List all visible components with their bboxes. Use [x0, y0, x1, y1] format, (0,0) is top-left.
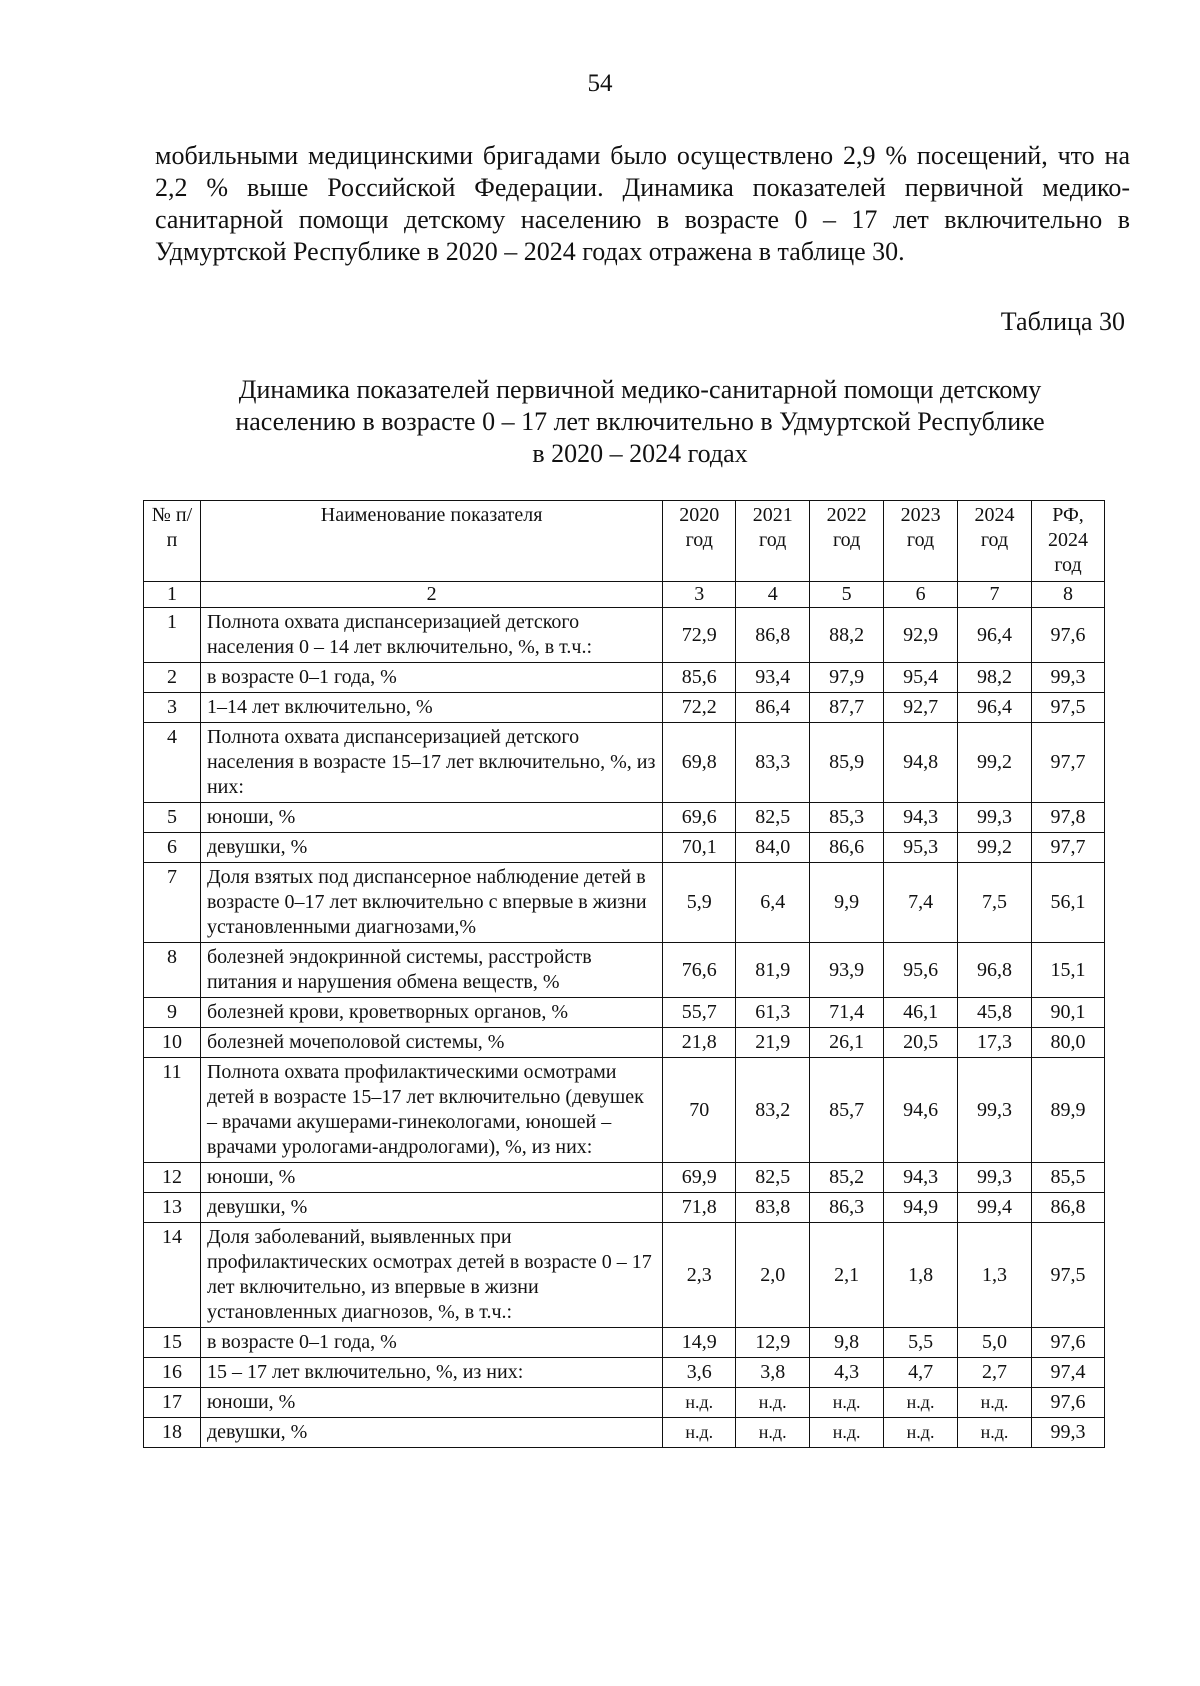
row-number: 15: [144, 1328, 201, 1358]
indicator-name: юноши, %: [200, 1163, 662, 1193]
indicator-value: 69,8: [663, 723, 736, 803]
indicator-value: 69,6: [663, 803, 736, 833]
indicator-value: н.д.: [736, 1418, 810, 1448]
header-2023: 2023 год: [884, 501, 958, 582]
row-number: 6: [144, 833, 201, 863]
indicator-value: 4,7: [884, 1358, 958, 1388]
indicator-value: 3,6: [663, 1358, 736, 1388]
indicator-value: 85,6: [663, 663, 736, 693]
indicator-value: 95,6: [884, 943, 958, 998]
column-number: 3: [663, 582, 736, 608]
column-number-row: [144, 582, 1105, 608]
table-row: [144, 608, 1105, 663]
indicator-value: 12,9: [736, 1328, 810, 1358]
indicator-name: Полнота охвата диспансеризацией детского населения 0 – 14 лет включительно, %, в т.ч.:: [200, 608, 662, 663]
indicator-value: 97,5: [1031, 1223, 1104, 1328]
indicator-value: 55,7: [663, 998, 736, 1028]
indicator-value: 2,3: [663, 1223, 736, 1328]
column-number: 6: [884, 582, 958, 608]
column-number: 7: [958, 582, 1032, 608]
row-number: 8: [144, 943, 201, 998]
row-number: 17: [144, 1388, 201, 1418]
indicator-value: 71,8: [663, 1193, 736, 1223]
indicator-value: 86,8: [1031, 1193, 1104, 1223]
indicator-value: 97,6: [1031, 608, 1104, 663]
indicator-value: 88,2: [810, 608, 884, 663]
indicator-name: юноши, %: [200, 1388, 662, 1418]
indicator-value: 82,5: [736, 803, 810, 833]
indicator-value: н.д.: [810, 1418, 884, 1448]
indicator-name: 15 – 17 лет включительно, %, из них:: [200, 1358, 662, 1388]
indicator-value: 97,5: [1031, 693, 1104, 723]
indicator-value: 92,9: [884, 608, 958, 663]
indicator-value: 20,5: [884, 1028, 958, 1058]
indicator-value: 94,3: [884, 1163, 958, 1193]
indicator-value: 80,0: [1031, 1028, 1104, 1058]
table-row: [144, 833, 1105, 863]
indicator-value: 99,3: [958, 803, 1032, 833]
indicator-value: 26,1: [810, 1028, 884, 1058]
table-row: [144, 1328, 1105, 1358]
indicator-value: 85,9: [810, 723, 884, 803]
indicator-value: 86,3: [810, 1193, 884, 1223]
indicator-value: 98,2: [958, 663, 1032, 693]
indicator-name: девушки, %: [200, 833, 662, 863]
indicator-value: 6,4: [736, 863, 810, 943]
indicator-value: н.д.: [884, 1418, 958, 1448]
indicator-value: 94,9: [884, 1193, 958, 1223]
indicator-value: 70,1: [663, 833, 736, 863]
table-title-line: в 2020 – 2024 годах: [532, 439, 748, 468]
header-2021: 2021 год: [736, 501, 810, 582]
indicator-value: 45,8: [958, 998, 1032, 1028]
indicator-value: 83,8: [736, 1193, 810, 1223]
indicator-value: 86,8: [736, 608, 810, 663]
indicator-value: 99,3: [958, 1163, 1032, 1193]
indicator-value: 86,4: [736, 693, 810, 723]
indicator-value: 97,7: [1031, 723, 1104, 803]
indicator-value: 69,9: [663, 1163, 736, 1193]
indicator-value: 83,3: [736, 723, 810, 803]
indicator-value: 86,6: [810, 833, 884, 863]
indicator-value: 93,9: [810, 943, 884, 998]
row-number: 5: [144, 803, 201, 833]
column-number: 4: [736, 582, 810, 608]
indicator-name: Полнота охвата профилактическими осмотрами детей в возрасте 15–17 лет включительно (девушек – врачами акушерами-гинекологами, юношей – врачами урологами-андрологами), %, из них:: [200, 1058, 662, 1163]
indicator-value: 99,2: [958, 723, 1032, 803]
table-row: [144, 1388, 1105, 1418]
indicator-value: 84,0: [736, 833, 810, 863]
indicator-value: 95,4: [884, 663, 958, 693]
indicator-name: 1–14 лет включительно, %: [200, 693, 662, 723]
indicator-value: н.д.: [810, 1388, 884, 1418]
indicator-value: 83,2: [736, 1058, 810, 1163]
indicator-value: 2,7: [958, 1358, 1032, 1388]
indicator-name: в возрасте 0–1 года, %: [200, 1328, 662, 1358]
indicator-value: н.д.: [663, 1418, 736, 1448]
table-row: [144, 1223, 1105, 1328]
indicator-value: 70: [663, 1058, 736, 1163]
indicator-name: Доля заболеваний, выявленных при профилактических осмотрах детей в возрасте 0 – 17 лет включительно, из впервые в жизни установленных диагнозов, %, в т.ч.:: [200, 1223, 662, 1328]
row-number: 12: [144, 1163, 201, 1193]
indicator-value: 56,1: [1031, 863, 1104, 943]
indicator-value: 15,1: [1031, 943, 1104, 998]
indicator-value: н.д.: [736, 1388, 810, 1418]
table-row: [144, 1193, 1105, 1223]
indicator-value: 96,4: [958, 693, 1032, 723]
header-rf-2024: РФ, 2024 год: [1031, 501, 1104, 582]
indicator-value: 99,3: [1031, 1418, 1104, 1448]
indicator-value: 99,3: [958, 1058, 1032, 1163]
indicator-name: Полнота охвата диспансеризацией детского населения в возрасте 15–17 лет включительно, %, из них:: [200, 723, 662, 803]
indicator-value: 81,9: [736, 943, 810, 998]
indicator-value: 7,4: [884, 863, 958, 943]
column-number: 2: [200, 582, 662, 608]
indicator-value: 17,3: [958, 1028, 1032, 1058]
indicator-value: 21,8: [663, 1028, 736, 1058]
indicator-name: болезней мочеполовой системы, %: [200, 1028, 662, 1058]
row-number: 1: [144, 608, 201, 663]
indicator-value: 97,4: [1031, 1358, 1104, 1388]
table-row: [144, 943, 1105, 998]
table-body: [144, 608, 1105, 1448]
table-label: Таблица 30: [1000, 307, 1125, 336]
header-2020: 2020 год: [663, 501, 736, 582]
indicator-value: 5,0: [958, 1328, 1032, 1358]
table-row: [144, 1058, 1105, 1163]
indicator-name: болезней эндокринной системы, расстройств питания и нарушения обмена веществ, %: [200, 943, 662, 998]
indicator-value: 9,9: [810, 863, 884, 943]
table-row: [144, 998, 1105, 1028]
table-row: [144, 1418, 1105, 1448]
indicator-value: 94,8: [884, 723, 958, 803]
header-2024: 2024 год: [958, 501, 1032, 582]
row-number: 4: [144, 723, 201, 803]
column-number: 1: [144, 582, 201, 608]
table-row: [144, 1028, 1105, 1058]
page-number: 54: [587, 70, 613, 97]
header-num: № п/п: [144, 501, 201, 582]
indicator-value: 2,1: [810, 1223, 884, 1328]
indicator-value: 7,5: [958, 863, 1032, 943]
table-row: [144, 803, 1105, 833]
indicator-value: 82,5: [736, 1163, 810, 1193]
indicator-value: н.д.: [958, 1418, 1032, 1448]
indicator-name: Доля взятых под диспансерное наблюдение детей в возрасте 0–17 лет включительно с впервые в жизни установленными диагнозами,%: [200, 863, 662, 943]
indicator-value: 94,3: [884, 803, 958, 833]
row-number: 16: [144, 1358, 201, 1388]
table-title-line: населению в возрасте 0 – 17 лет включительно в Удмуртской Республике: [235, 407, 1045, 436]
row-number: 13: [144, 1193, 201, 1223]
indicator-name: в возрасте 0–1 года, %: [200, 663, 662, 693]
indicator-value: 46,1: [884, 998, 958, 1028]
indicator-value: 85,7: [810, 1058, 884, 1163]
indicator-value: 5,9: [663, 863, 736, 943]
indicator-value: 94,6: [884, 1058, 958, 1163]
table-row: [144, 723, 1105, 803]
indicator-name: девушки, %: [200, 1193, 662, 1223]
indicator-value: 72,9: [663, 608, 736, 663]
indicator-value: 72,2: [663, 693, 736, 723]
row-number: 14: [144, 1223, 201, 1328]
indicator-value: 9,8: [810, 1328, 884, 1358]
indicator-value: 92,7: [884, 693, 958, 723]
indicator-value: 85,3: [810, 803, 884, 833]
column-number: 5: [810, 582, 884, 608]
table-row: [144, 863, 1105, 943]
intro-paragraph: [155, 140, 1130, 268]
indicator-value: 87,7: [810, 693, 884, 723]
indicator-value: 96,8: [958, 943, 1032, 998]
indicator-value: 95,3: [884, 833, 958, 863]
indicator-value: 85,2: [810, 1163, 884, 1193]
table-row: [144, 1358, 1105, 1388]
column-number: 8: [1031, 582, 1104, 608]
indicator-value: 97,9: [810, 663, 884, 693]
indicator-value: 90,1: [1031, 998, 1104, 1028]
row-number: 18: [144, 1418, 201, 1448]
indicator-value: н.д.: [958, 1388, 1032, 1418]
indicator-value: 3,8: [736, 1358, 810, 1388]
indicator-value: 93,4: [736, 663, 810, 693]
indicator-value: н.д.: [884, 1388, 958, 1418]
indicator-value: 97,6: [1031, 1388, 1104, 1418]
table-header-row: [144, 501, 1105, 582]
indicator-value: 99,3: [1031, 663, 1104, 693]
indicator-value: 14,9: [663, 1328, 736, 1358]
table-row: [144, 663, 1105, 693]
indicator-value: 97,6: [1031, 1328, 1104, 1358]
table-title: [150, 374, 1130, 470]
indicator-value: 99,2: [958, 833, 1032, 863]
row-number: 2: [144, 663, 201, 693]
row-number: 3: [144, 693, 201, 723]
indicator-value: 85,5: [1031, 1163, 1104, 1193]
row-number: 7: [144, 863, 201, 943]
indicators-table: [143, 500, 1105, 1448]
indicator-value: 71,4: [810, 998, 884, 1028]
row-number: 11: [144, 1058, 201, 1163]
indicator-name: болезней крови, кроветворных органов, %: [200, 998, 662, 1028]
row-number: 9: [144, 998, 201, 1028]
indicator-value: н.д.: [663, 1388, 736, 1418]
indicator-name: юноши, %: [200, 803, 662, 833]
row-number: 10: [144, 1028, 201, 1058]
intro-text: мобильными медицинскими бригадами было осуществлено 2,9 % посещений, что на 2,2 % выше Российской Федерации. Динамика показателей первичной медико-санитарной помощи детскому населению в возрасте 0 – 17 лет включительно в Удмуртской Республике в 2020 – 2024 годах отражена в таблице 30.: [155, 141, 1130, 266]
indicator-value: 5,5: [884, 1328, 958, 1358]
indicator-value: 97,8: [1031, 803, 1104, 833]
indicator-value: 1,8: [884, 1223, 958, 1328]
indicator-value: 21,9: [736, 1028, 810, 1058]
indicator-value: 96,4: [958, 608, 1032, 663]
indicator-value: 1,3: [958, 1223, 1032, 1328]
indicator-value: 2,0: [736, 1223, 810, 1328]
header-name: Наименование показателя: [200, 501, 662, 582]
indicator-value: 61,3: [736, 998, 810, 1028]
header-2022: 2022 год: [810, 501, 884, 582]
table-title-line: Динамика показателей первичной медико-санитарной помощи детскому: [238, 375, 1042, 404]
indicator-value: 89,9: [1031, 1058, 1104, 1163]
indicator-value: 99,4: [958, 1193, 1032, 1223]
indicator-name: девушки, %: [200, 1418, 662, 1448]
indicator-value: 4,3: [810, 1358, 884, 1388]
table-row: [144, 693, 1105, 723]
indicator-value: 97,7: [1031, 833, 1104, 863]
table-row: [144, 1163, 1105, 1193]
indicator-value: 76,6: [663, 943, 736, 998]
